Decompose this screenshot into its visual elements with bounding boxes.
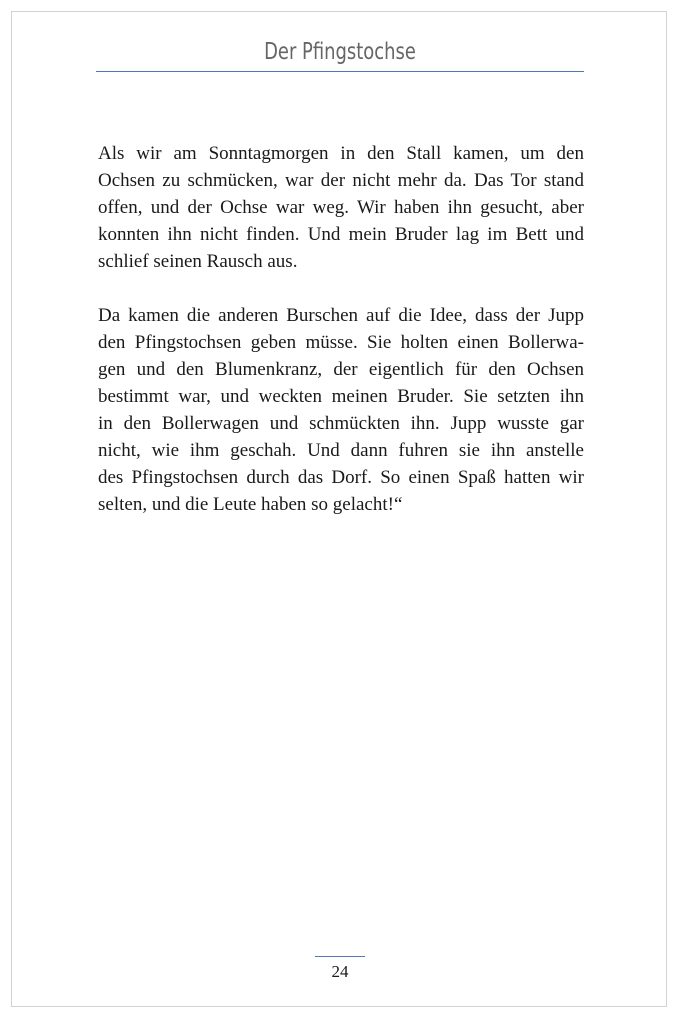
text-line: bestimmt war, und weckten meinen Bruder. Sie setzten ihn [98,386,584,407]
text-line: schlief seinen Rausch aus. [98,251,298,272]
text-line: Als wir am Sonntagmorgen in den Stall kamen, um den [98,143,584,164]
text-line: gen und den Blumenkranz, der eigentlich für den Ochsen [98,359,584,380]
text-line: Ochsen zu schmücken, war der nicht mehr da. Das Tor stand [98,170,584,191]
text-line: den Pfingstochsen geben müsse. Sie holten einen Bollerwa- [98,332,584,353]
paragraph-1 [98,140,584,275]
text-line: in den Bollerwagen und schmückten ihn. Jupp wusste gar [98,413,584,434]
title-rule [96,71,584,72]
text-line: des Pfingstochsen durch das Dorf. So einen Spaß hatten wir [98,467,584,488]
text-line: nicht, wie ihm geschah. Und dann fuhren sie ihn anstelle [98,440,584,461]
text-line: offen, und der Ochse war weg. Wir haben ihn gesucht, aber [98,197,584,218]
page-number: 24 [331,962,349,981]
footer-rule [315,956,365,957]
paragraph-2 [98,302,584,518]
text-line: Da kamen die anderen Burschen auf die Idee, dass der Jupp [98,305,584,326]
body-text [98,140,584,545]
text-line: konnten ihn nicht finden. Und mein Bruder lag im Bett und [98,224,584,245]
text-line: selten, und die Leute haben so gelacht!“ [98,494,403,515]
running-title: Der Pfingstochse [264,39,416,65]
